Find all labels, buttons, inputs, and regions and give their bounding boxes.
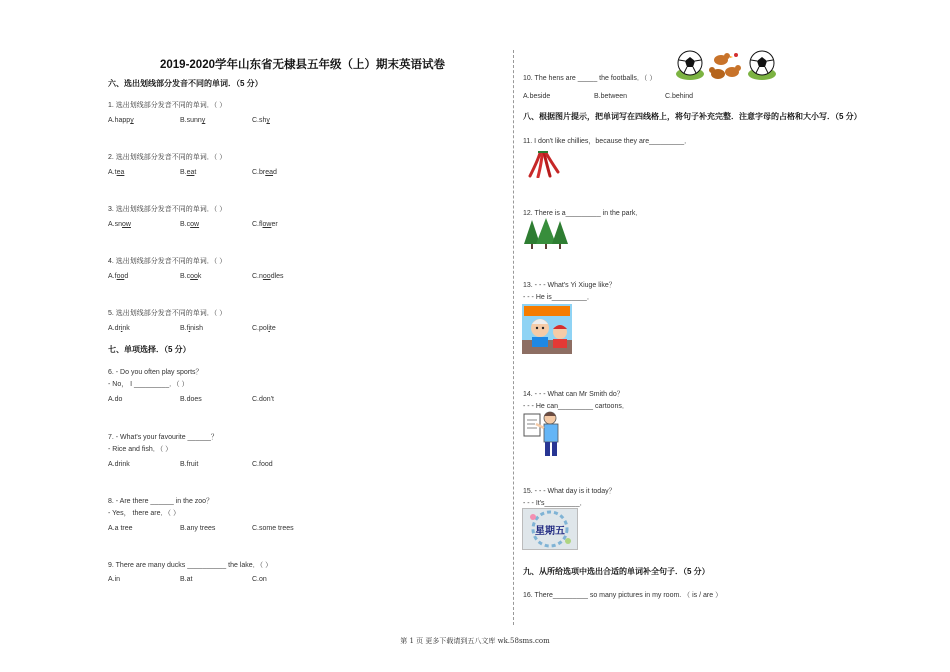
- option-prefix: B.: [180, 169, 187, 176]
- option-prefix: B.c: [180, 273, 191, 280]
- question-15-answer: - - - It's_________．: [523, 500, 587, 507]
- mc-question-7: 7. - What's your favourite ______？: [108, 434, 218, 441]
- option-prefix: C.sh: [252, 117, 267, 124]
- phonics-question-4: 4. 选出划线部分发音不同的单词．（ ）: [108, 258, 227, 265]
- phonics-question-2: 2. 选出划线部分发音不同的单词．（ ）: [108, 154, 227, 161]
- phonics-option-b: [180, 221, 199, 228]
- option-suffix: t: [194, 169, 197, 176]
- option-prefix: A.sn: [108, 221, 123, 228]
- question-12: 12. There is a_________ in the park．: [523, 210, 643, 217]
- phonics-option-b: [180, 117, 205, 124]
- option-underlined: y: [201, 117, 206, 124]
- option-suffix: k: [197, 273, 202, 280]
- option-suffix: dles: [270, 273, 284, 280]
- mc-question-8-line2: - Yes， there are．（ ）: [108, 510, 180, 517]
- option-underlined: oo: [262, 273, 271, 280]
- mc-option-a: A.a tree: [108, 525, 133, 532]
- phonics-option-b: [180, 169, 196, 176]
- mc-option-a: A.in: [108, 576, 121, 583]
- section-six-heading: 六、选出划线部分发音不同的单词．（5 分）: [108, 79, 263, 88]
- option-prefix: A.t: [108, 169, 117, 176]
- option-underlined: i: [188, 325, 191, 332]
- option-suffix: d: [124, 273, 129, 280]
- mc-question-8: 8. - Are there ______ in the zoo？: [108, 498, 214, 505]
- phonics-option-c: [252, 273, 284, 280]
- phonics-option-a: [108, 325, 130, 332]
- chili-icon: [526, 150, 562, 178]
- phonics-option-c: [252, 221, 278, 228]
- option-prefix: C.fl: [252, 221, 263, 228]
- option-prefix: C.n: [252, 273, 263, 280]
- phonics-question-3: 3. 选出划线部分发音不同的单词．（ ）: [108, 206, 227, 213]
- phonics-option-c: [252, 117, 270, 124]
- phonics-question-1: 1. 选出划线部分发音不同的单词．（ ）: [108, 102, 227, 109]
- question-14-answer: - - - He can_________ cartoons．: [523, 403, 629, 410]
- section-seven-heading: 七、单项选择．（5 分）: [108, 345, 191, 354]
- option-suffix: nish: [190, 325, 203, 332]
- option-underlined: i: [120, 325, 123, 332]
- mc-option-a: A.drink: [108, 461, 130, 468]
- option-underlined: ea: [265, 169, 274, 176]
- page-footer: 第 1 页 更多下载请到五八文库 wk.58sms.com: [400, 637, 550, 645]
- painter-icon: [522, 408, 566, 458]
- phonics-question-5: 5. 选出划线部分发音不同的单词．（ ）: [108, 310, 227, 317]
- phonics-option-a: [108, 169, 124, 176]
- mc-option-b: B.does: [180, 396, 202, 403]
- question-15: 15. - - - What day is it today？: [523, 488, 616, 495]
- option-suffix: nk: [122, 325, 130, 332]
- mc-question-6: 6. - Do you often play sports？: [108, 369, 203, 376]
- question-13-answer: - - - He is_________．: [523, 294, 594, 301]
- question-11: 11. I don't like chillies，because they are_________．: [523, 138, 692, 145]
- option-prefix: B.c: [180, 221, 191, 228]
- phonics-option-c: [252, 169, 277, 176]
- option-suffix: te: [269, 325, 276, 332]
- option-underlined: y: [130, 117, 134, 124]
- mc-option-c: C.food: [252, 461, 273, 468]
- mc-option-c: C.some trees: [252, 525, 294, 532]
- question-14: 14. - - - What can Mr Smith do？: [523, 391, 624, 398]
- tree-icon: [522, 218, 570, 250]
- phonics-option-b: [180, 325, 203, 332]
- option-underlined: i: [268, 325, 270, 332]
- option-prefix: A.f: [108, 273, 117, 280]
- phonics-option-a: [108, 117, 134, 124]
- option-prefix: C.pol: [252, 325, 269, 332]
- cartoon-grandpa-icon: [522, 304, 572, 354]
- mc-option-b: B.at: [180, 576, 193, 583]
- phonics-option-b: [180, 273, 201, 280]
- option-underlined: ow: [262, 221, 272, 228]
- option-prefix: B.f: [180, 325, 189, 332]
- question-10: 10. The hens are _____ the footballs．（ ）: [523, 75, 657, 82]
- mc-question-7-line2: - Rice and fish．（ ）: [108, 446, 173, 453]
- mc-question-9: 9. There are many ducks __________ the lake．（ ）: [108, 562, 273, 569]
- mc-option-b: B.any trees: [180, 525, 216, 532]
- mc-option-c: C.don't: [252, 396, 274, 403]
- phonics-option-a: [108, 221, 131, 228]
- friday-icon: [522, 508, 578, 550]
- option-prefix: A.dr: [108, 325, 121, 332]
- option-prefix: B.sunn: [180, 117, 202, 124]
- question-16: 16. There_________ so many pictures in my room. （ is / are ）: [523, 592, 723, 599]
- option-underlined: oo: [190, 273, 198, 280]
- option-underlined: ow: [190, 221, 200, 228]
- mc-option-c: C.on: [252, 576, 267, 583]
- option-underlined: ea: [186, 169, 195, 176]
- friday-text: 星期五: [535, 526, 565, 537]
- q10-option-a: A.beside: [523, 93, 551, 100]
- option-prefix: C.br: [252, 169, 266, 176]
- option-underlined: ea: [116, 169, 125, 176]
- q10-option-b: B.between: [594, 93, 628, 100]
- option-suffix: d: [273, 169, 277, 176]
- phonics-option-a: [108, 273, 128, 280]
- mc-option-b: B.fruit: [180, 461, 199, 468]
- phonics-option-c: [252, 325, 276, 332]
- column-divider: [513, 50, 514, 625]
- option-suffix: er: [271, 221, 278, 228]
- option-underlined: y: [266, 117, 270, 124]
- section-nine-heading: 九、从所给选项中选出合适的单词补全句子．（5 分）: [523, 567, 710, 576]
- option-underlined: ow: [122, 221, 131, 228]
- option-underlined: oo: [116, 273, 125, 280]
- page-title: 2019-2020学年山东省无棣县五年级（上）期末英语试卷: [160, 59, 445, 71]
- mc-question-6-line2: - No， I _________．（ ）: [108, 381, 189, 388]
- section-eight-heading: 八、根据图片提示，把单词写在四线格上，将句子补充完整．注意字母的占格和大小写．（5 分）: [523, 112, 862, 121]
- option-prefix: A.happ: [108, 117, 131, 124]
- mc-option-a: A.do: [108, 396, 123, 403]
- football-hen-icon: [676, 48, 776, 82]
- q10-option-c: C.behind: [665, 93, 694, 100]
- question-13: 13. - - - What's Yi Xiuge like？: [523, 282, 616, 289]
